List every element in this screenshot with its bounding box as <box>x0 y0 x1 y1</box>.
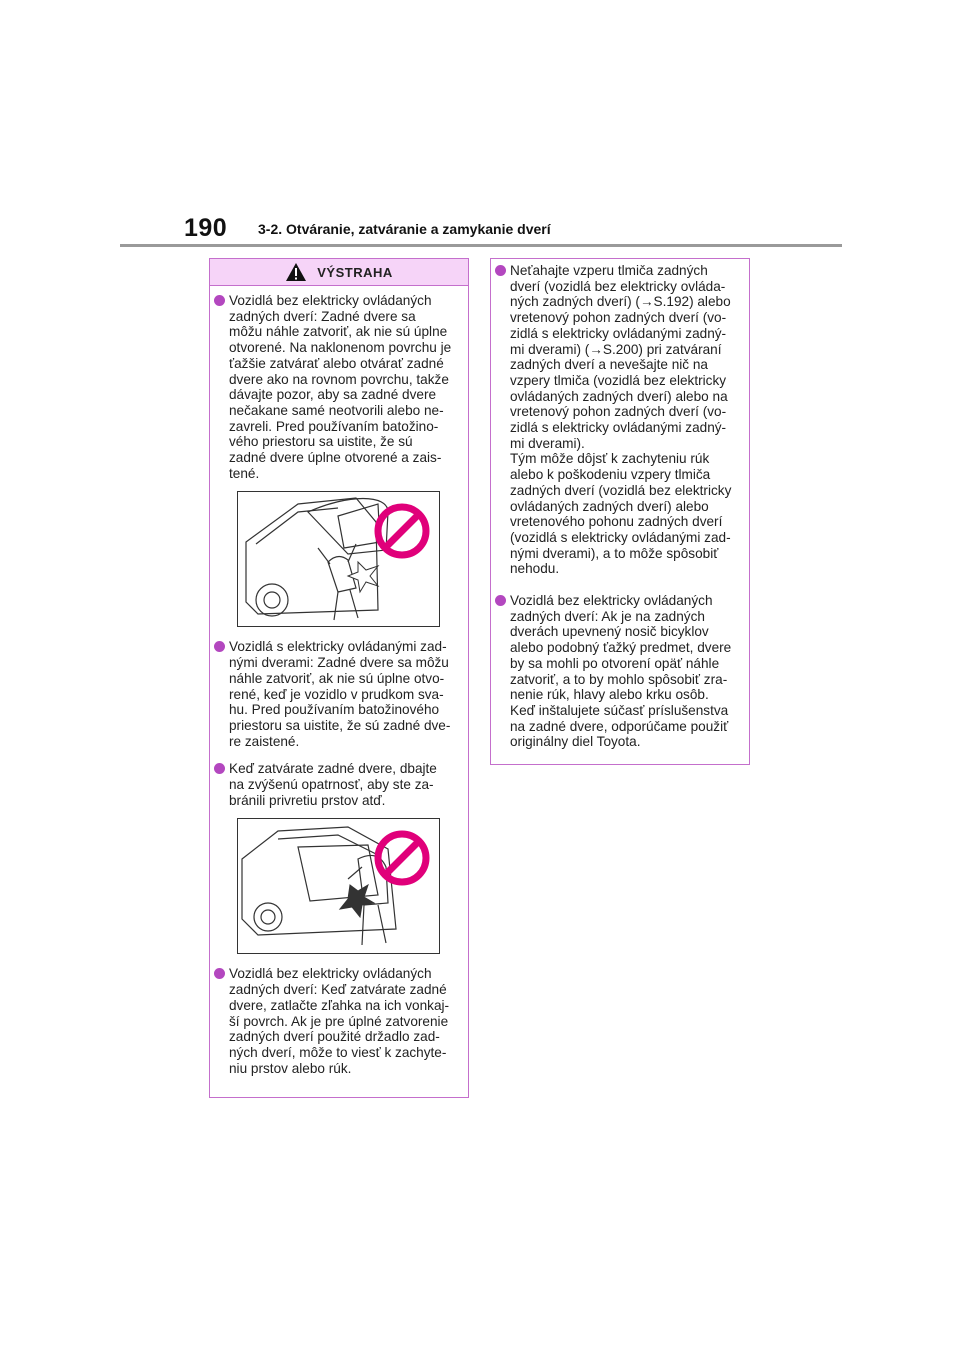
bullet-icon <box>214 763 225 774</box>
warning-item <box>210 639 468 749</box>
warning-item <box>210 293 468 481</box>
warning-triangle-icon <box>285 262 307 282</box>
warning-box-left <box>209 258 469 1098</box>
section-title: 3-2. Otváranie, zatváranie a zamykanie dverí <box>258 221 551 237</box>
warning-item-text: Neťahajte vzperu tlmiča zadných dverí (vozidlá bez elektricky ovláda- ných zadných dverí) (→S.192) alebo vretenový pohon zadných dverí (vo- zidlá s elektricky ovládanými zadný- mi dverami) (→S.200) pri zatváraní zadných dverí a nevešajte nič na vzpery tlmiča (vozidlá bez elektricky ovládaných zadných dverí) alebo na vretenový pohon zadných dverí (vo- zidlá s elektricky ovládanými zadný- mi dverami). Tým môže dôjsť k zachyteniu rúk alebo k poškodeniu vzpery tlmiča zadných dverí (vozidlá bez elektricky ovládaných zadných dverí) alebo vretenového pohonu zadných dverí (vozidlá s elektricky ovládanými zad- nými dverami), a to môže spôsobiť nehodu. <box>510 263 732 577</box>
warning-item-text: Vozidlá bez elektricky ovládaných zadných dverí: Ak je na zadných dverách upevnený nosič bicyklov alebo podobný ťažký predmet, dvere by sa mohli po otvorení opäť náhle zatvoriť, a to by mohlo spôsobiť zra- nenie rúk, hlavy alebo krku osôb. Keď inštalujete súčasť príslušenstva na zadné dvere, odporúčame použiť originálny diel Toyota. <box>510 593 732 750</box>
warning-title: VÝSTRAHA <box>317 264 393 280</box>
warning-item-text: Vozidlá bez elektricky ovládaných zadných dverí: Keď zatvárate zadné dvere, zatlačte zľahka na ich vonkaj- ší povrch. Ak je pre úplné zatvorenie zadných dverí použité držadlo zad- ných dverí, môže to viesť k zachyte- niu prstov alebo rúk. <box>229 966 450 1076</box>
illustration-tailgate-pinch <box>237 818 440 954</box>
header-rule <box>120 244 842 247</box>
prohibition-icon <box>373 502 431 560</box>
warning-item <box>491 263 749 577</box>
warning-box-right <box>490 258 750 765</box>
bullet-icon <box>214 641 225 652</box>
warning-item <box>210 761 468 808</box>
warning-item-text: Vozidlá s elektricky ovládanými zad- nými dverami: Zadné dvere sa môžu náhle zatvoriť, ak nie sú úplne otvo- rené, keď je vozidlo v prudkom sva- hu. Pred používaním batožinového priestoru sa uistite, že sú zadné dve- re zaistené. <box>229 639 451 749</box>
warning-header <box>210 259 468 286</box>
bullet-icon <box>495 265 506 276</box>
bullet-icon <box>214 968 225 979</box>
page-number: 190 <box>184 214 228 242</box>
illustration-tailgate-slope <box>237 491 440 627</box>
bullet-icon <box>495 595 506 606</box>
warning-item <box>210 966 468 1076</box>
warning-item-text: Vozidlá bez elektricky ovládaných zadných dverí: Zadné dvere sa môžu náhle zatvoriť, ak nie sú úplne otvorené. Na naklonenom povrchu je ťažšie zatvárať alebo otvárať zadné dvere ako na rovnom povrchu, takže dávajte pozor, aby sa zadné dvere nečakane samé neotvorili alebo ne- zavreli. Pred používaním batožino- vého priestoru sa uistite, že sú zadné dvere úplne otvorené a zais- tené. <box>229 293 452 481</box>
warning-item-text: Keď zatvárate zadné dvere, dbajte na zvýšenú opatrnosť, aby ste za- bránili privretiu prstov atď. <box>229 761 437 808</box>
bullet-icon <box>214 295 225 306</box>
prohibition-icon <box>373 829 431 887</box>
warning-item <box>491 593 749 750</box>
